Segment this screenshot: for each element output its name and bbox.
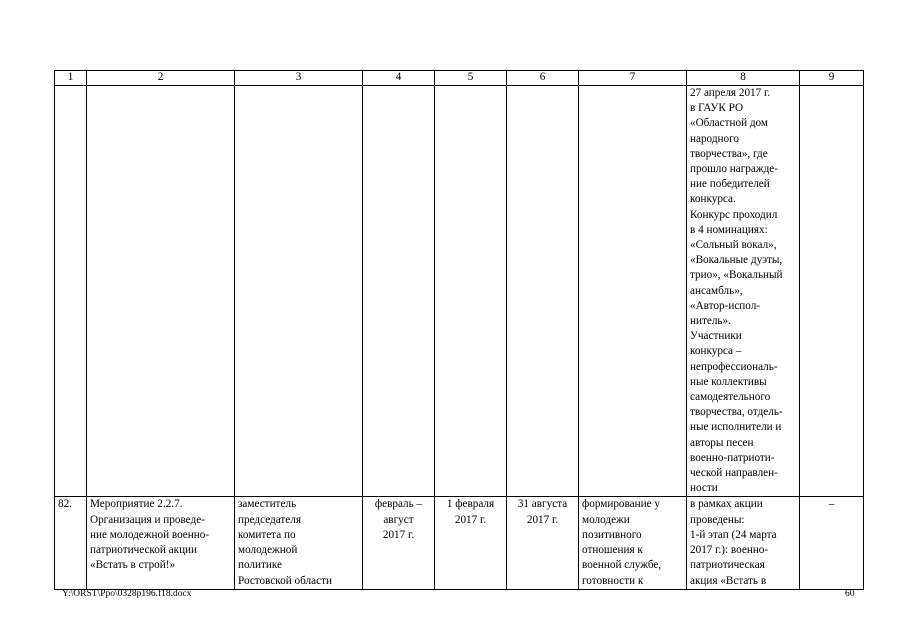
cell-text-line: ансамбль», — [690, 284, 743, 297]
page-number: 60 — [845, 589, 855, 599]
cell-text-line: молодежи — [582, 513, 630, 526]
cont-cell-6 — [507, 86, 579, 497]
cell-text-line: 27 апреля 2017 г. — [690, 87, 771, 99]
cell-text-line: акция «Встать в — [690, 574, 767, 587]
cell-text-line: формирование у — [582, 498, 660, 511]
row-number: 82. — [55, 497, 87, 589]
cell-text-line: «Сольный вокал», — [690, 239, 777, 252]
cont-cell-9 — [800, 86, 864, 497]
table-row — [55, 497, 864, 589]
cell-text-line: народного — [690, 132, 739, 145]
cell-text-line: «Вокальные дуэты, — [690, 254, 783, 267]
cell-text-line: 1-й этап (24 марта — [690, 528, 777, 541]
cell-text-line: «Встать в строй!» — [90, 559, 176, 572]
cont-cell-4 — [363, 86, 435, 497]
cell-text-line: конкурса – — [690, 345, 742, 358]
cell-text-line: ние победителей — [690, 178, 770, 191]
cell-text-line: 2017 г. — [382, 528, 415, 541]
col-number-8: 8 — [687, 71, 800, 86]
cell-text-line: ные исполнители и — [690, 421, 782, 434]
cont-cell-3 — [235, 86, 363, 497]
cell-text-line: 2017 г. — [454, 513, 487, 526]
period-cell — [363, 497, 435, 589]
cell-text-line: заместитель — [238, 498, 297, 511]
cell-text-line: творчества, отдель- — [690, 406, 783, 419]
cell-text-line: в 4 номинациях: — [690, 223, 768, 236]
cell-text-line: 31 августа — [517, 498, 568, 511]
cont-cell-8 — [687, 86, 800, 497]
cell-text-line: отношения к — [582, 544, 643, 557]
expected-result-cell — [579, 497, 687, 589]
cell-text-line: в рамках акции — [690, 498, 763, 511]
cell-text-line: молодежной — [238, 544, 298, 557]
cell-text-line: председателя — [238, 513, 301, 526]
remarks-cell: – — [800, 497, 864, 589]
col-number-7: 7 — [579, 71, 687, 86]
cell-text-line: «Областной дом — [690, 117, 769, 130]
actual-result-cell — [687, 497, 800, 589]
cell-text-line: ние молодежной военно- — [90, 528, 210, 541]
event-title-cell — [87, 497, 235, 589]
col-number-5: 5 — [435, 71, 507, 86]
start-date-cell — [435, 497, 507, 589]
cell-text-line: позитивного — [582, 528, 642, 541]
col-number-3: 3 — [235, 71, 363, 86]
cell-text-line: ческой направлен- — [690, 467, 778, 480]
cell-text-line: Мероприятие 2.2.7. — [90, 498, 183, 511]
col-number-9: 9 — [800, 71, 864, 86]
cell-text-line: конкурса. — [690, 193, 736, 206]
cont-cell-7 — [579, 86, 687, 497]
cell-text-line: 1 февраля — [446, 498, 495, 511]
cell-text-line: Конкурс проходил — [690, 208, 778, 221]
cell-text-line: Ростовской области — [238, 574, 332, 587]
cell-text-line: в ГАУК РО — [690, 102, 744, 115]
cont-cell-2 — [87, 86, 235, 497]
cell-text-line: Участники — [690, 330, 742, 343]
report-table — [54, 70, 864, 590]
cell-text-line: ные коллективы — [690, 375, 767, 388]
cell-text-line: трио», «Вокальный — [690, 269, 783, 282]
cell-text-line: февраль – — [374, 498, 423, 511]
cell-text-line: 2017 г. — [526, 513, 559, 526]
cell-text-line: творчества», где — [690, 147, 768, 160]
cell-text-line: 2017 г.): военно- — [690, 544, 769, 557]
continuation-row — [55, 86, 864, 497]
cell-text-line: нитель». — [690, 315, 731, 328]
cell-text-line: август — [383, 513, 414, 526]
cell-text-line: непрофессиональ- — [690, 360, 778, 373]
footer-file-path: Y:\ORST\Ppo\0328p196.f18.docx — [62, 589, 192, 599]
col-number-2: 2 — [87, 71, 235, 86]
cell-text-line: военной службе, — [582, 559, 662, 572]
cell-text-line: проведены: — [690, 513, 745, 526]
responsible-cell — [235, 497, 363, 589]
cont-cell-5 — [435, 86, 507, 497]
column-number-row — [55, 71, 864, 86]
cont-cell-1 — [55, 86, 87, 497]
col-number-6: 6 — [507, 71, 579, 86]
end-date-cell — [507, 497, 579, 589]
cell-text-line: «Автор-испол- — [690, 299, 761, 312]
cell-text-line: готовности к — [582, 574, 644, 587]
cell-text-line: ности — [690, 482, 718, 495]
cell-text-line: комитета по — [238, 528, 296, 541]
col-number-1: 1 — [55, 71, 87, 86]
cell-text-line: авторы песен — [690, 436, 754, 449]
cell-text-line: политике — [238, 559, 283, 572]
cell-text-line: самодеятельного — [690, 391, 771, 404]
cell-text-line: патриотической акции — [90, 544, 198, 557]
cell-text-line: Организация и проведе- — [90, 513, 205, 526]
cell-text-line: патриотическая — [690, 559, 765, 572]
cell-text-line: военно-патриоти- — [690, 451, 775, 464]
col-number-4: 4 — [363, 71, 435, 86]
cell-text-line: прошло награжде- — [690, 163, 778, 176]
